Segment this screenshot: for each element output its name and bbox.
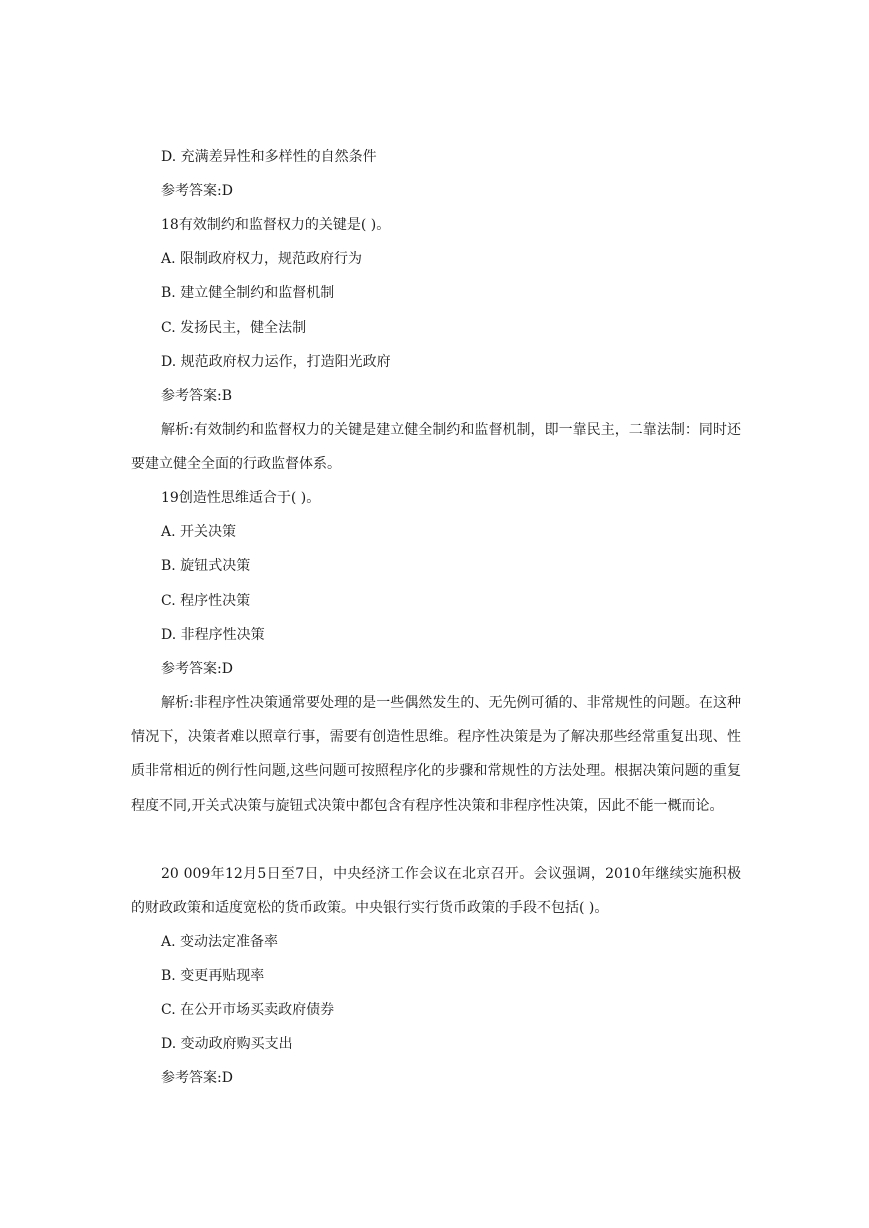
q20-option-a: A. 变动法定准备率 xyxy=(161,934,279,950)
q18-question: 18有效制约和监督权力的关键是( )。 xyxy=(161,217,391,233)
q18-option-b: B. 建立健全制约和监督机制 xyxy=(161,285,335,301)
q18-option-d: D. 规范政府权力运作，打造阳光政府 xyxy=(161,354,391,370)
q20-option-d: D. 变动政府购买支出 xyxy=(161,1036,293,1052)
q20-question: 20 009年12月5日至7日，中央经济工作会议在北京召开。会议强调，2010年继续实施积极的财政政策和适度宽松的货币政策。中央银行实行货币政策的手段不包括( )。 xyxy=(131,866,741,917)
q17-option-d: D. 充满差异性和多样性的自然条件 xyxy=(161,149,377,165)
q19-option-c: C. 程序性决策 xyxy=(161,593,251,609)
q17-answer: 参考答案:D xyxy=(161,183,233,199)
q19-question: 19创造性思维适合于( )。 xyxy=(161,490,321,506)
q19-explanation: 解析:非程序性决策通常要处理的是一些偶然发生的、无先例可循的、非常规性的问题。在这种情况下，决策者难以照章行事，需要有创造性思维。程序性决策是为了解决那些经常重复出现、性质非常相近的例行性问题,这些问题可按照程序化的步骤和常规性的方法处理。根据决策问题的重复程度不同,开关式决策与旋钮式决策中都包含有程序性决策和非程序性决策，因此不能一概而论。 xyxy=(131,695,741,814)
q19-option-a: A. 开关决策 xyxy=(161,524,237,540)
q20-answer: 参考答案:D xyxy=(161,1070,233,1086)
q19-option-b: B. 旋钮式决策 xyxy=(161,558,251,574)
q18-answer: 参考答案:B xyxy=(161,388,233,404)
q20-option-c: C. 在公开市场买卖政府债券 xyxy=(161,1002,335,1018)
q18-option-a: A. 限制政府权力，规范政府行为 xyxy=(161,251,363,267)
q19-option-d: D. 非程序性决策 xyxy=(161,627,265,643)
q20-option-b: B. 变更再贴现率 xyxy=(161,968,265,984)
q18-option-c: C. 发扬民主，健全法制 xyxy=(161,320,307,336)
q18-explanation: 解析:有效制约和监督权力的关键是建立健全制约和监督机制，即一靠民主，二靠法制：同时还要建立健全全面的行政监督体系。 xyxy=(131,422,741,473)
q19-answer: 参考答案:D xyxy=(161,661,233,677)
